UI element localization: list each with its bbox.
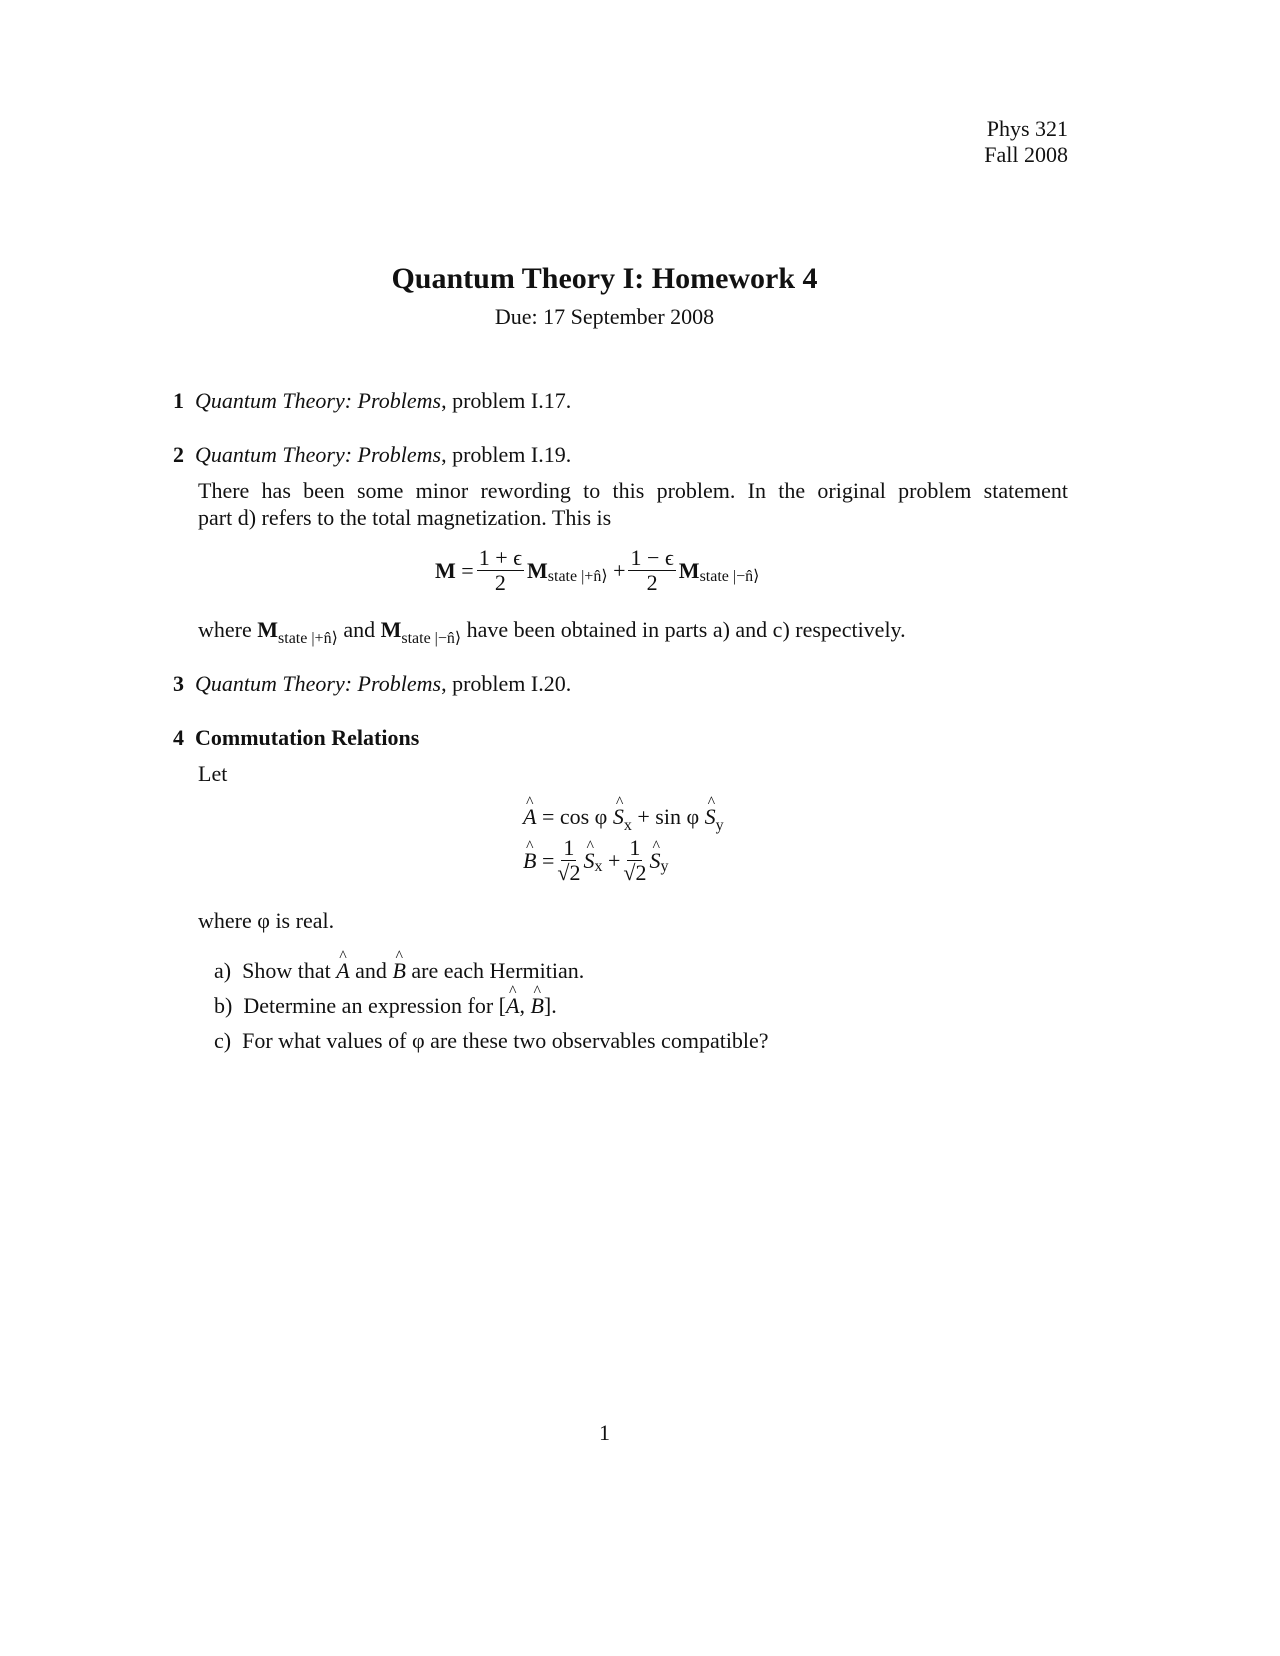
fraction-one-over-root2 xyxy=(623,836,646,885)
problem-ref: , problem I.17. xyxy=(441,388,572,413)
m-plus: M xyxy=(257,617,279,642)
b-hat: ^ B xyxy=(530,993,543,1019)
eq-lhs: M xyxy=(435,557,456,583)
problem-ref: , problem I.19. xyxy=(441,442,572,467)
problem-2-text-line2: part d) refers to the total magnetization. This is xyxy=(198,505,612,530)
fraction-denominator: √2 xyxy=(557,860,581,885)
s-hat: ^ S xyxy=(583,848,594,874)
problem-number: 1 xyxy=(173,388,184,413)
s-hat: ^ S xyxy=(705,804,716,830)
where-phi-real: where φ is real. xyxy=(198,908,335,933)
fraction-numerator: 1 + ϵ xyxy=(478,545,522,570)
course-header xyxy=(984,116,1068,168)
part-label: c) xyxy=(214,1028,232,1053)
part-label: a) xyxy=(214,958,232,983)
book-title: Quantum Theory: Problems xyxy=(195,388,442,413)
s-sub: y xyxy=(715,817,724,834)
m-minus: M xyxy=(380,617,402,642)
m-minus-sub: state |−n̂⟩ xyxy=(401,630,462,647)
s-sub: x xyxy=(594,857,603,875)
book-title: Quantum Theory: Problems xyxy=(195,671,442,696)
problem-2 xyxy=(173,442,571,468)
problem-2-text-line1: There has been some minor rewording to this problem. In the original problem statement xyxy=(198,478,1068,503)
book-title: Quantum Theory: Problems xyxy=(195,442,442,467)
b-hat: ^ B xyxy=(523,848,536,874)
fraction-plus xyxy=(477,546,524,595)
problem-number: 4 xyxy=(173,725,184,750)
course-number: Phys 321 xyxy=(986,116,1068,141)
eq-b-equals: = xyxy=(541,847,555,873)
part-text: Show that xyxy=(242,958,331,983)
part-b xyxy=(214,993,557,1019)
part-text: For what values of φ are these two observables compatible? xyxy=(242,1028,769,1053)
s-sub: x xyxy=(623,817,632,834)
problem-ref: , problem I.20. xyxy=(441,671,572,696)
and-word: and xyxy=(343,617,376,642)
eq-equals: = xyxy=(461,557,474,583)
page-title: Quantum Theory I: Homework 4 xyxy=(391,262,818,295)
section-heading: Commutation Relations xyxy=(195,725,420,750)
s-sub: y xyxy=(660,857,669,875)
page-number: 1 xyxy=(599,1420,610,1445)
fraction-denominator: 2 xyxy=(646,570,658,595)
part-text: and xyxy=(355,958,387,983)
b-hat: ^ B xyxy=(392,958,405,984)
eq-m1: M xyxy=(527,557,548,583)
eq-a-rhs1: = cos φ xyxy=(541,804,608,829)
eq-sub2: state |−n̂⟩ xyxy=(699,567,760,585)
fraction-numerator: 1 xyxy=(563,835,575,860)
problem-number: 2 xyxy=(173,442,184,467)
part-text: are each Hermitian. xyxy=(411,958,585,983)
problem-3 xyxy=(173,671,571,697)
s-hat: ^ S xyxy=(613,804,624,830)
fraction-denominator: √2 xyxy=(623,860,647,885)
fraction-one-over-root2 xyxy=(557,836,580,885)
eq-plus: + xyxy=(613,557,626,583)
problem-number: 3 xyxy=(173,671,184,696)
problem-1 xyxy=(173,388,571,414)
part-label: b) xyxy=(214,993,233,1018)
equation-b xyxy=(523,836,668,885)
part-text: ]. xyxy=(543,993,557,1018)
fraction-numerator: 1 − ϵ xyxy=(630,545,674,570)
eq-a-rhs2: + sin φ xyxy=(637,804,700,829)
problem-4-heading xyxy=(173,725,419,751)
let-text: Let xyxy=(198,761,228,786)
due-date: Due: 17 September 2008 xyxy=(494,304,715,329)
eq-b-plus: + xyxy=(607,847,621,873)
fraction-minus xyxy=(628,546,675,595)
m-plus-sub: state |+n̂⟩ xyxy=(278,630,338,647)
a-hat: ^ A xyxy=(523,804,536,830)
problem-2-where xyxy=(198,617,906,646)
part-c xyxy=(214,1028,769,1054)
a-hat: ^ A xyxy=(336,958,349,984)
magnetization-equation xyxy=(435,546,759,595)
course-term: Fall 2008 xyxy=(984,142,1068,167)
where-word: where xyxy=(198,617,252,642)
where-rest: have been obtained in parts a) and c) respectively. xyxy=(466,617,906,642)
equation-a xyxy=(523,804,724,833)
part-a xyxy=(214,958,584,984)
comma: , xyxy=(519,993,531,1018)
fraction-denominator: 2 xyxy=(494,570,506,595)
s-hat: ^ S xyxy=(649,848,660,874)
part-text: Determine an expression for [ xyxy=(243,993,507,1018)
fraction-numerator: 1 xyxy=(629,835,641,860)
a-hat: ^ A xyxy=(506,993,519,1019)
eq-m2: M xyxy=(678,557,700,583)
eq-sub1: state |+n̂⟩ xyxy=(547,567,608,585)
